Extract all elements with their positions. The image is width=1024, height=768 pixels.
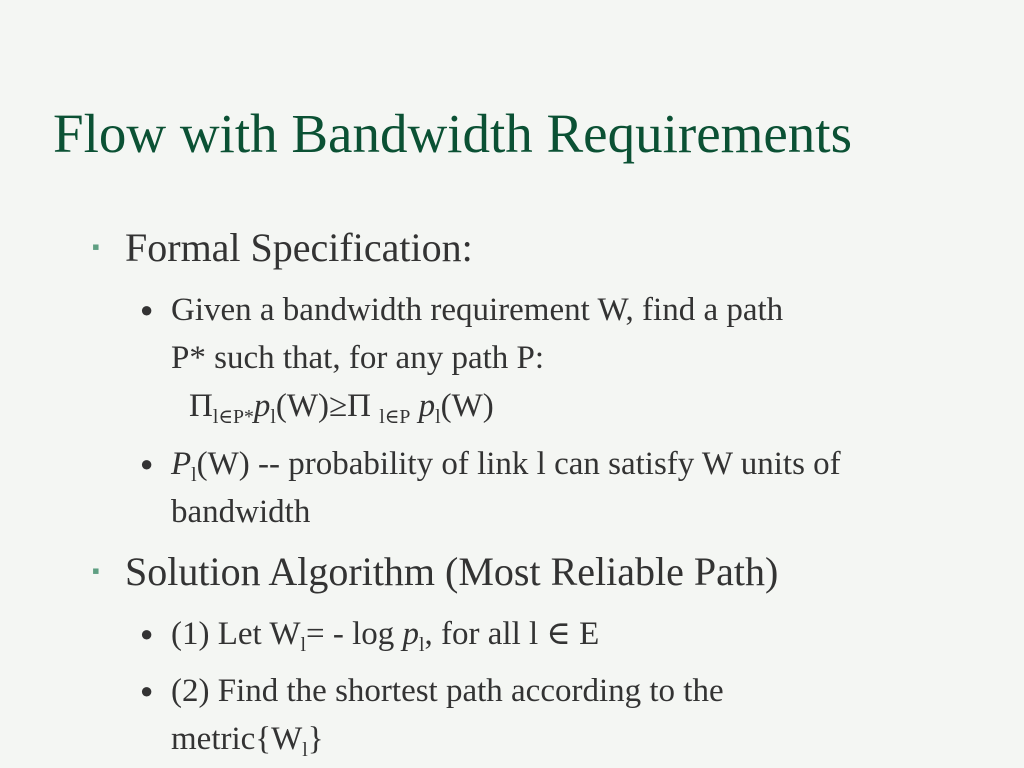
sub-bullet-line: Given a bandwidth requirement W, find a path xyxy=(171,292,784,328)
formula-text: , for all l ∈ E xyxy=(424,616,600,652)
formula-text: (W) xyxy=(440,388,494,424)
formula-text: (1) Let W xyxy=(171,616,301,652)
sub-bullet-text xyxy=(171,286,960,430)
formula-variable: p xyxy=(402,616,420,652)
formula-subscript: l xyxy=(191,463,197,486)
probability-product-formula xyxy=(189,382,960,430)
formula-subscript: l xyxy=(419,633,425,656)
sub-bullet-text xyxy=(171,610,960,658)
formula-subscript: l xyxy=(300,633,307,656)
bullet-label: Solution Algorithm (Most Reliable Path) xyxy=(125,549,779,594)
formula-subscript: l xyxy=(435,405,441,428)
formula-subscript: l xyxy=(270,405,276,428)
dot-bullet-icon: ● xyxy=(140,451,154,476)
dot-bullet-icon: ● xyxy=(140,621,154,646)
formula-variable: p xyxy=(418,388,436,424)
sub-bullet-step-2 xyxy=(140,667,860,763)
formula-text: (W)≥Π xyxy=(275,388,380,424)
sub-bullet-step-1 xyxy=(140,610,960,658)
formula-text: (2) Find the shortest path according to the metric{W xyxy=(171,673,724,757)
bullet-label: Formal Specification: xyxy=(125,225,473,270)
formula-variable: P xyxy=(171,446,192,482)
formula-subscript: l xyxy=(302,738,308,761)
sub-bullet-text xyxy=(171,440,940,536)
dot-bullet-icon: ● xyxy=(140,297,154,322)
sub-bullet-line: P* such that, for any path P: xyxy=(171,340,545,376)
sub-bullet-given-requirement xyxy=(140,286,960,430)
formula-text: } xyxy=(307,721,324,757)
formula-variable: p xyxy=(253,388,271,424)
square-bullet-icon: ▪ xyxy=(92,234,100,259)
formula-product-symbol: Π xyxy=(189,388,213,424)
sub-bullet-probability-definition xyxy=(140,440,940,536)
formula-subscript: l∈P xyxy=(379,405,411,428)
slide-title: Flow with Bandwidth Requirements xyxy=(53,103,852,164)
sub-bullet-line: (W) -- probability of link l can satisfy W units of bandwidth xyxy=(171,446,841,530)
sub-bullet-text xyxy=(171,667,860,763)
formula-text: = - log xyxy=(306,616,403,652)
dot-bullet-icon: ● xyxy=(140,678,154,703)
square-bullet-icon: ▪ xyxy=(92,558,100,583)
formula-subscript: l∈P* xyxy=(212,405,254,428)
